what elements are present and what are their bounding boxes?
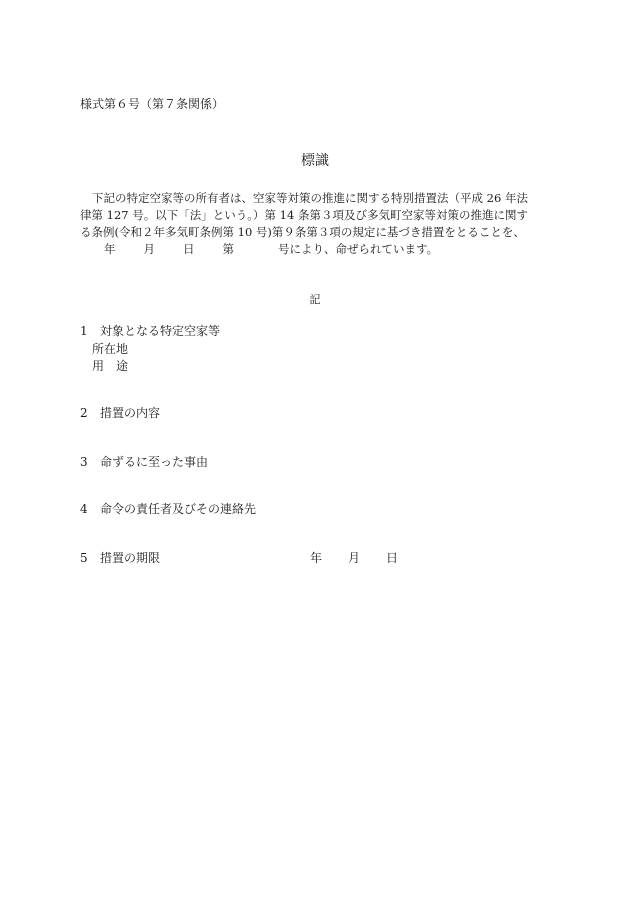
document-title: 標識 (301, 153, 329, 169)
item-label: 措置の期限 (100, 551, 161, 565)
item-4 (80, 500, 256, 517)
item-2 (80, 404, 160, 421)
statement-dai: 第 (222, 242, 234, 256)
order-statement (80, 190, 554, 258)
item-label: 対象となる特定空家等 (100, 324, 221, 338)
deadline-day: 日 (386, 551, 399, 565)
statement-line-3: る条例(令和２年多気町条例第 10 号)第９条第３項の規定に基づき措置をとることを、 (80, 225, 525, 239)
item-5 (80, 549, 160, 566)
item-1-location: 所在地 (92, 342, 129, 356)
item-number: 4 (80, 502, 88, 516)
statement-line-1: 下記の特定空家等の所有者は、空家等対策の推進に関する特別措置法（平成 26 年法 (92, 191, 528, 205)
item-number: 5 (80, 551, 88, 565)
item-number: 1 (80, 324, 88, 338)
statement-year: 年 (104, 242, 116, 256)
item-label: 措置の内容 (100, 406, 161, 420)
deadline-year: 年 (310, 551, 323, 565)
statement-line-4-rest: 号により、命ぜられています。 (278, 242, 439, 256)
statement-day: 日 (183, 242, 195, 256)
statement-month: 月 (143, 242, 155, 256)
item-number: 3 (80, 455, 88, 469)
item-label: 命ずるに至った事由 (100, 455, 209, 469)
ki-heading: 記 (309, 293, 321, 306)
deadline-date (310, 549, 398, 566)
item-label: 命令の責任者及びその連絡先 (100, 502, 257, 516)
statement-line-2: 律第 127 号。以下「法」という。）第 14 条第３項及び多気町空家等対策の推進に関す (80, 208, 528, 222)
deadline-month: 月 (348, 551, 361, 565)
item-3 (80, 453, 208, 470)
form-number: 様式第６号（第７条関係） (80, 97, 225, 111)
item-number: 2 (80, 406, 88, 420)
item-1-usage: 用 途 (92, 359, 129, 373)
item-1 (80, 322, 220, 339)
statement-line-4 (80, 241, 554, 258)
